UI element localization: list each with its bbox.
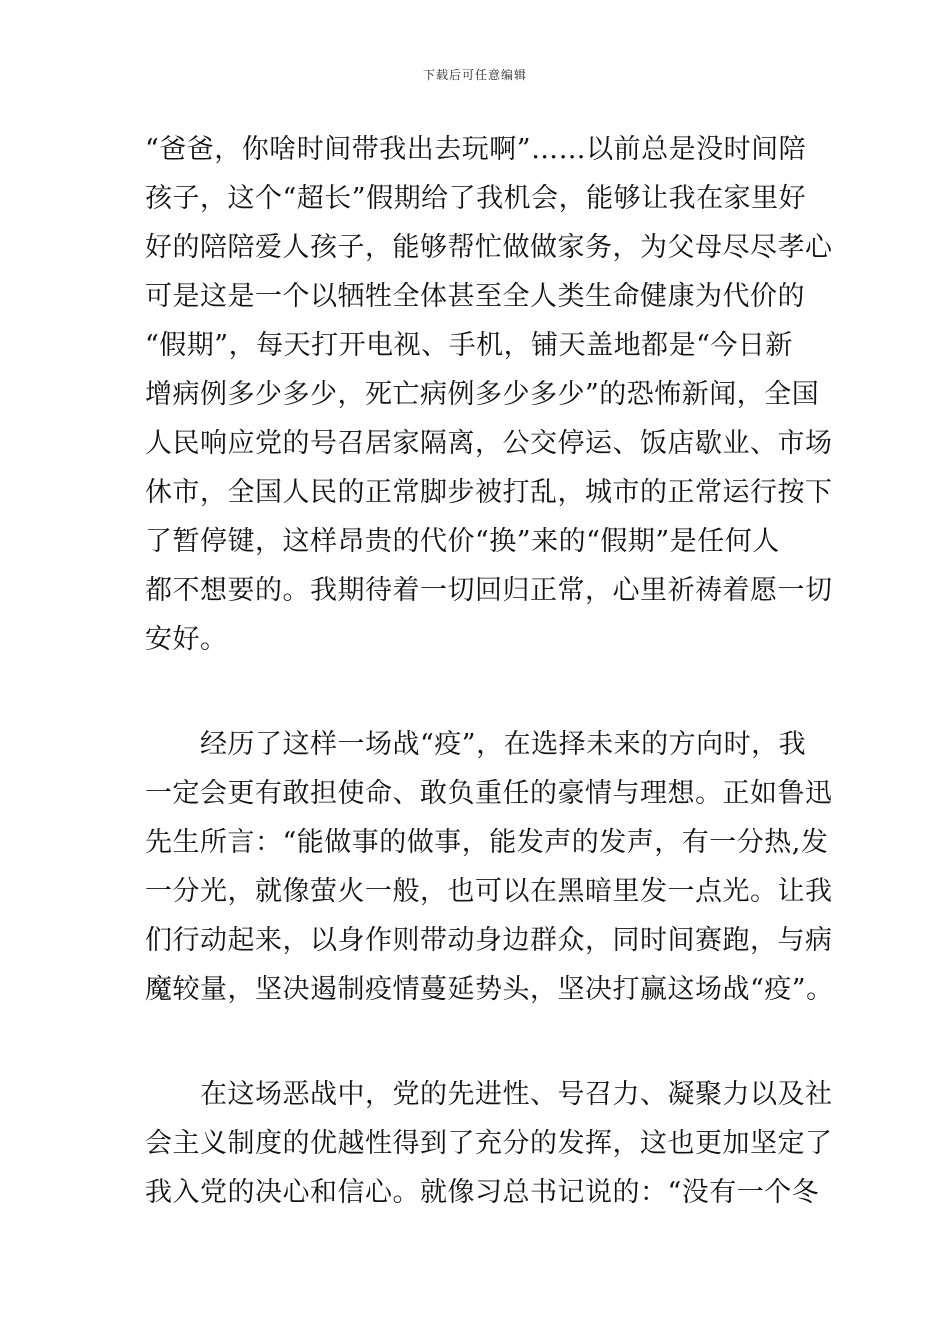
text-line: 我入党的决心和信心。就像习总书记说的：“没有一个冬 [145,1177,820,1208]
text-line: 经历了这样一场战“疫”，在选择未来的方向时，我 [145,729,807,760]
text-line: 在这场恶战中，党的先进性、号召力、凝聚力以及社 [145,1079,833,1110]
text-line: 安好。 [145,624,228,655]
text-line: 可是这是一个以牺牲全体甚至全人类生命健康为代价的 [145,281,805,312]
text-line: “假期”，每天打开电视、手机，铺天盖地都是“今日新 [145,330,793,361]
text-line: 魔较量，坚决遏制疫情蔓延势头，坚决打赢这场战“疫”。 [145,974,834,1005]
text-line: 一分光，就像萤火一般，也可以在黑暗里发一点光。让我 [145,876,833,907]
text-line: 会主义制度的优越性得到了充分的发挥，这也更加坚定了 [145,1128,833,1159]
text-line: 都不想要的。我期待着一切回归正常，心里祈祷着愿一切 [145,575,833,606]
text-line: 们行动起来，以身作则带动身边群众，同时间赛跑，与病 [145,925,833,956]
text-line: 增病例多少多少，死亡病例多少多少”的恐怖新闻，全国 [145,379,820,410]
text-line: “爸爸，你啥时间带我出去玩啊”……以前总是没时间陪 [145,134,807,165]
text-line: 休市，全国人民的正常脚步被打乱，城市的正常运行按下 [145,477,833,508]
page-header: 下载后可任意编辑 [422,68,527,82]
text-line: 一定会更有敢担使命、敢负重任的豪情与理想。正如鲁迅 [145,778,833,809]
text-line: 好的陪陪爱人孩子，能够帮忙做做家务，为父母尽尽孝心 [145,232,833,263]
text-line: 人民响应党的号召居家隔离，公交停运、饭店歇业、市场 [145,428,833,459]
text-line: 先生所言：“能做事的做事，能发声的发声，有一分热,发 [145,827,829,858]
text-line: 孩子，这个“超长”假期给了我机会，能够让我在家里好 [145,183,807,214]
text-line: 了暂停键，这样昂贵的代价“换”来的“假期”是任何人 [145,526,780,557]
